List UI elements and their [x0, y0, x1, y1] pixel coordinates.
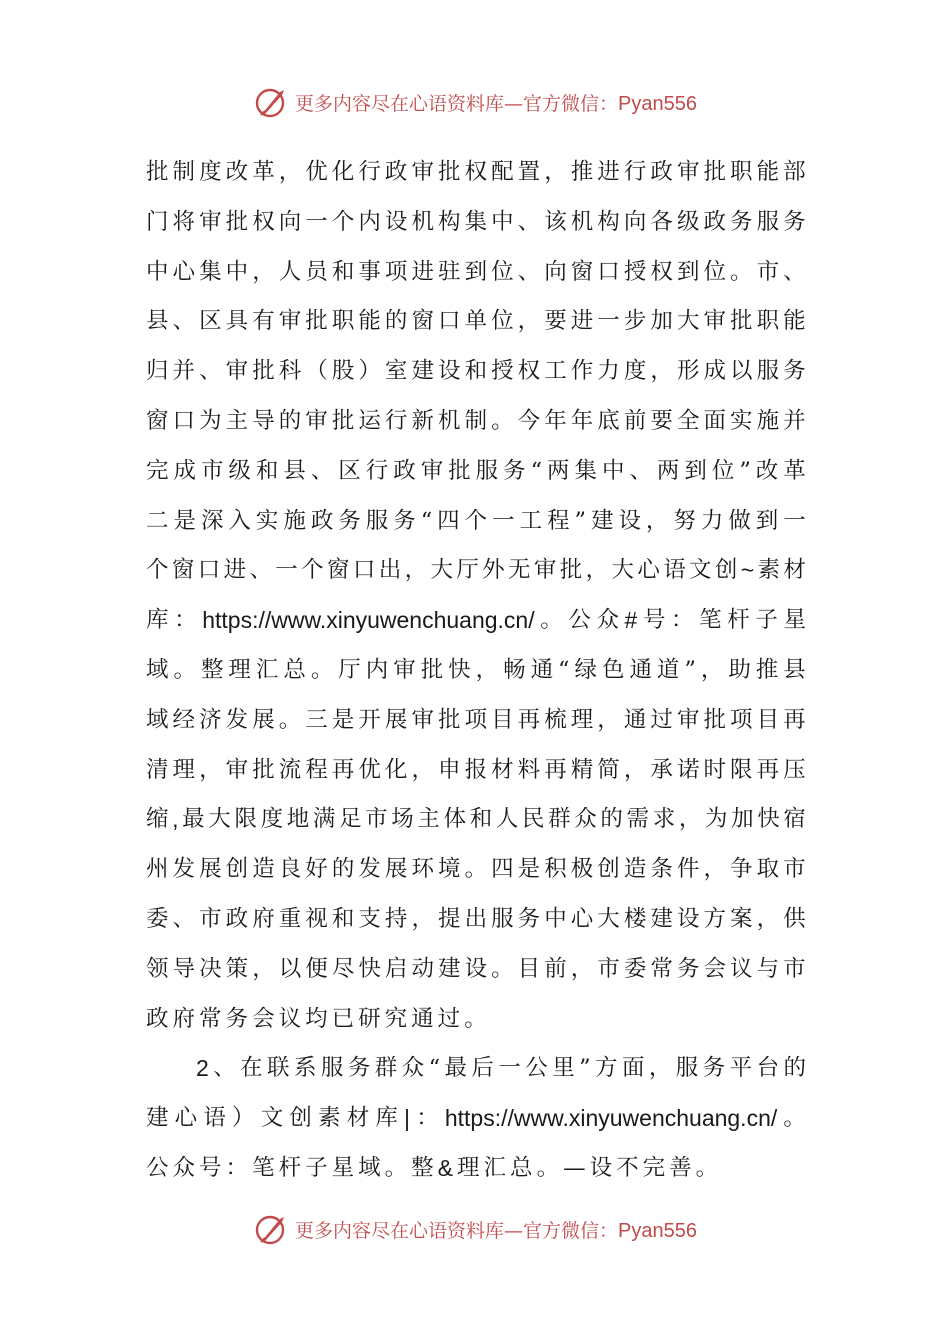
body-line: 县 、 区 具 有 审 批 职 能 的 窗 口 单 位 ， 要 进 一 步 加 大 审 批 职 能 — [146, 308, 806, 335]
body-line: 门 将 审 批 权 向 一 个 内 设 机 构 集 中 、 该 机 构 向 各 级 政 务 服 务 — [146, 208, 806, 235]
body-line: 窗 口 为 主 导 的 审 批 运 行 新 机 制 。 今 年 年 底 前 要 全 面 实 施 并 — [146, 407, 806, 434]
quill-pen-circle-icon — [253, 84, 289, 120]
body-line: 领 导 决 策 ， 以 便 尽 快 启 动 建 设 。 目 前 ， 市 委 常 务 会 议 与 市 — [146, 955, 806, 982]
body-line: 归 并 、 审 批 科 （ 股 ） 室 建 设 和 授 权 工 作 力 度 ， 形 成 以 服 务 — [146, 358, 806, 385]
body-line: 建 心 语 ） 文 创 素 材 库 | ： https://www.xinyuwenchuang.cn/ 。 — [146, 1105, 806, 1132]
footer-banner-text — [295, 1216, 697, 1243]
body-line: 委 、 市 政 府 重 视 和 支 持 ， 提 出 服 务 中 心 大 楼 建 设 方 案 ， 供 — [146, 905, 806, 932]
document-body — [146, 148, 806, 1194]
body-line: 个 窗 口 进 、 一 个 窗 口 出 ， 大 厅 外 无 审 批 ， 大 心 语 文 创 ~ 素 材 — [146, 557, 806, 584]
quill-pen-circle-icon — [253, 1211, 289, 1247]
footer-banner — [0, 1207, 950, 1251]
body-line: 州 发 展 创 造 良 好 的 发 展 环 境 。 四 是 积 极 创 造 条 件 ， 争 取 市 — [146, 856, 806, 883]
footer-banner-label: 更多内容尽在心语资料库—官方微信： — [295, 1219, 619, 1242]
body-line: 库 ： https://www.xinyuwenchuang.cn/ 。 公 众 # 号 ： 笔 杆 子 星 — [146, 607, 806, 634]
body-line: 2 、 在 联 系 服 务 群 众 “ 最 后 一 公 里 ” 方 面 ， 服 务 平 台 的 — [196, 1055, 806, 1082]
body-line: 完 成 市 级 和 县 、 区 行 政 审 批 服 务 “ 两 集 中 、 两 到 位 ” 改 革 — [146, 457, 806, 484]
header-banner-inner — [253, 84, 697, 120]
body-line: 公 众 号 ： 笔 杆 子 星 域 。 整 & 理 汇 总 。 — 设 不 完 善 。 — [146, 1154, 723, 1181]
footer-banner-inner — [253, 1211, 697, 1247]
header-wechat-handle: Pyan556 — [618, 92, 697, 115]
header-banner-text — [295, 89, 697, 116]
body-line: 中 心 集 中 ， 人 员 和 事 项 进 驻 到 位 、 向 窗 口 授 权 到 位 。 市 、 — [146, 258, 806, 285]
footer-wechat-handle: Pyan556 — [618, 1219, 697, 1242]
body-line: 缩 , 最 大 限 度 地 满 足 市 场 主 体 和 人 民 群 众 的 需 求 ， 为 加 快 宿 — [146, 806, 806, 833]
body-line: 域 经 济 发 展 。 三 是 开 展 审 批 项 目 再 梳 理 ， 通 过 审 批 项 目 再 — [146, 706, 806, 733]
header-banner — [0, 80, 950, 124]
body-line: 二 是 深 入 实 施 政 务 服 务 “ 四 个 一 工 程 ” 建 设 ， 努 力 做 到 一 — [146, 507, 806, 534]
header-banner-label: 更多内容尽在心语资料库—官方微信： — [295, 92, 619, 115]
body-line: 政 府 常 务 会 议 均 已 研 究 通 过 。 — [146, 1005, 491, 1032]
body-line: 域 。 整 理 汇 总 。 厅 内 审 批 快 ， 畅 通 “ 绿 色 通 道 ” ， 助 推 县 — [146, 656, 806, 683]
body-line: 清 理 ， 审 批 流 程 再 优 化 ， 申 报 材 料 再 精 简 ， 承 诺 时 限 再 压 — [146, 756, 806, 783]
body-line: 批 制 度 改 革 ， 优 化 行 政 审 批 权 配 置 ， 推 进 行 政 审 批 职 能 部 — [146, 159, 806, 185]
